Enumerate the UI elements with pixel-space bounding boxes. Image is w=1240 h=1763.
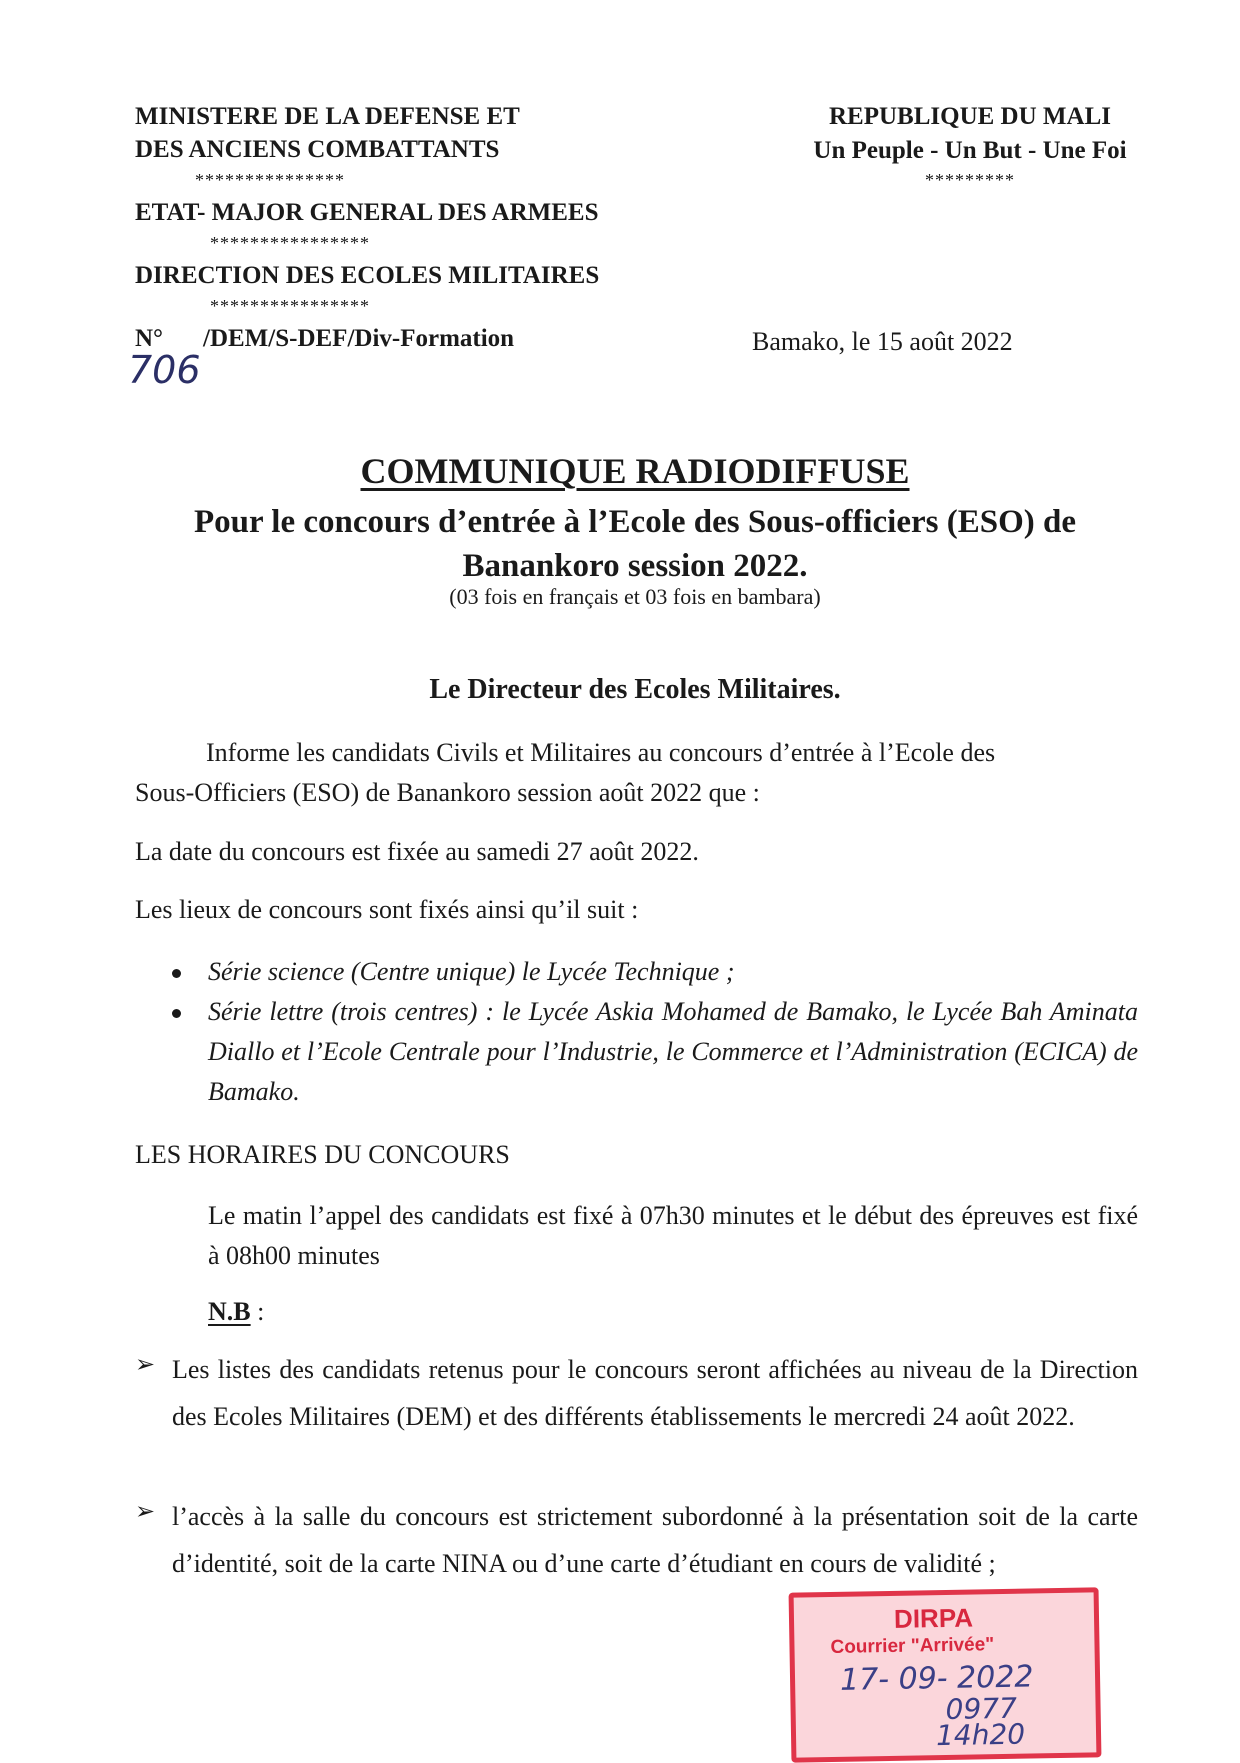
signatory-line: Le Directeur des Ecoles Militaires.	[429, 674, 841, 705]
ministry-line2: DES ANCIENS COMBATTANTS	[135, 136, 500, 163]
places-intro: Les lieux de concours sont fixés ainsi qu’il suit :	[135, 895, 639, 924]
nb-item-candidate-lists: Les listes des candidats retenus pour le concours seront affichées au niveau de la Direction des Ecoles Militaires (DEM) et des différents établissements le mercredi 24 août 2022.	[172, 1355, 1138, 1431]
ministry-line1: MINISTERE DE LA DEFENSE ET	[135, 103, 520, 130]
stars-divider-1: ***************	[195, 170, 345, 190]
place-and-date: Bamako, le 15 août 2022	[752, 327, 1013, 356]
reception-stamp	[789, 1587, 1102, 1762]
nb-item-room-access: l’accès à la salle du concours est strictement subordonné à la présentation soit de la carte d’identité, soit de la carte NINA ou d’une carte d’étudiant en cours de validité ;	[172, 1502, 1138, 1578]
communique-subtitle-line1: Pour le concours d’entrée à l’Ecole des Sous-officiers (ESO) de	[193, 504, 1076, 540]
intro-line2: Sous-Officiers (ESO) de Banankoro session août 2022 que :	[135, 778, 760, 807]
intro-line1: Informe les candidats Civils et Militaires au concours d’entrée à l’Ecole des	[206, 738, 996, 767]
reference-number: /DEM/S-DEF/Div-Formation	[203, 325, 515, 352]
bullet-science-series: Série science (Centre unique) le Lycée Technique ;	[208, 957, 735, 986]
handwritten-ref-number: 706	[128, 348, 201, 392]
direction-title: DIRECTION DES ECOLES MILITAIRES	[135, 262, 600, 289]
stars-divider-2: ****************	[210, 233, 370, 253]
stamp-time: 14h20	[935, 1717, 1026, 1753]
broadcast-note: (03 fois en français et 03 fois en bambara)	[449, 584, 821, 609]
nb-heading	[208, 1292, 264, 1332]
arrow-bullet-icon: ➢	[135, 1499, 156, 1525]
nb-label: N.B	[208, 1297, 251, 1326]
stars-divider-right: *********	[925, 170, 1015, 190]
bullet-letters-series: Série lettre (trois centres) : le Lycée Askia Mohamed de Bamako, le Lycée Bah Aminata Diallo et l’Ecole Centrale pour l’Industrie, le Commerce et l’Administration (ECICA) de Bamako.	[208, 997, 1138, 1106]
arrow-bullet-icon: ➢	[135, 1352, 156, 1378]
stamp-org: DIRPA	[893, 1602, 974, 1634]
nb-colon: :	[250, 1297, 265, 1326]
schedule-heading: LES HORAIRES DU CONCOURS	[135, 1140, 510, 1169]
country-name: REPUBLIQUE DU MALI	[829, 103, 1111, 130]
stamp-number: 0977	[945, 1691, 1018, 1726]
reference-prefix: N°	[135, 325, 164, 352]
bullet-dot	[172, 969, 181, 978]
staff-title: ETAT- MAJOR GENERAL DES ARMEES	[135, 199, 599, 226]
communique-subtitle-line2: Banankoro session 2022.	[462, 548, 808, 584]
exam-date-sentence: La date du concours est fixée au samedi 27 août 2022.	[135, 837, 699, 866]
stamp-date: 17- 09- 2022	[839, 1659, 1034, 1698]
stars-divider-3: ****************	[210, 296, 370, 316]
national-motto: Un Peuple - Un But - Une Foi	[813, 137, 1127, 164]
bullet-dot	[172, 1009, 181, 1018]
communique-title: COMMUNIQUE RADIODIFFUSE	[360, 451, 910, 491]
schedule-text: Le matin l’appel des candidats est fixé à 07h30 minutes et le début des épreuves est fixé à 08h00 minutes	[208, 1201, 1138, 1270]
stamp-label: Courrier "Arrivée"	[830, 1634, 995, 1658]
